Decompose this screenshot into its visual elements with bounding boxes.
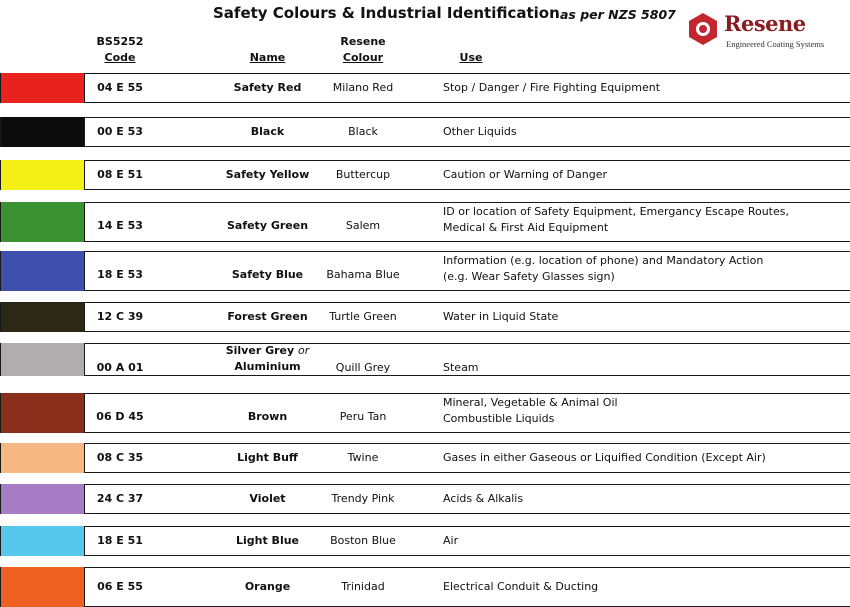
colour-swatch [0, 393, 85, 433]
row-top-rule [0, 393, 850, 394]
use-line: Gases in either Gaseous or Liquified Condition (Except Air) [443, 451, 766, 464]
colour-name: Light Buff [237, 451, 298, 464]
row-top-rule [0, 202, 850, 203]
table-row [0, 484, 850, 514]
resene-colour: Buttercup [335, 168, 391, 181]
use-description [443, 124, 517, 140]
table-row [0, 567, 850, 607]
resene-colour: Boston Blue [330, 534, 396, 547]
resene-colour: Peru Tan [339, 410, 387, 423]
use-description [443, 395, 618, 427]
row-top-rule [0, 73, 850, 74]
colour-swatch [0, 567, 85, 607]
use-line: Combustible Liquids [443, 412, 555, 425]
page-title: Safety Colours & Industrial Identification [213, 4, 560, 22]
table-row [0, 393, 850, 433]
column-header-code-top: BS5252 [96, 35, 144, 48]
colour-swatch [0, 484, 85, 514]
row-top-rule [0, 343, 850, 344]
colour-name [210, 343, 325, 375]
use-line: Steam [443, 361, 479, 374]
resene-colour: Turtle Green [329, 310, 397, 323]
colour-swatch [0, 117, 85, 147]
row-top-rule [0, 526, 850, 527]
colour-name: Safety Blue [231, 268, 304, 281]
table-row [0, 73, 850, 103]
column-header-use [456, 50, 486, 66]
column-header-name [210, 50, 325, 66]
bs5252-code: 06 D 45 [96, 410, 144, 423]
use-description [443, 253, 763, 285]
table-row [0, 302, 850, 332]
column-header-name-label: Name [249, 51, 286, 64]
colour-swatch [0, 343, 85, 376]
row-bottom-rule [0, 290, 850, 291]
colour-name-alternate: Aluminium [234, 360, 301, 373]
table-row [0, 117, 850, 147]
row-bottom-rule [0, 432, 850, 433]
row-bottom-rule [0, 472, 850, 473]
colour-name: Safety Green [226, 219, 309, 232]
row-top-rule [0, 251, 850, 252]
use-description [443, 204, 789, 236]
row-bottom-rule [0, 241, 850, 242]
table-row [0, 343, 850, 376]
colour-name: Forest Green [227, 310, 308, 323]
use-description [443, 533, 458, 549]
row-top-rule [0, 117, 850, 118]
column-header-colour-top: Resene [340, 35, 386, 48]
row-bottom-rule [0, 146, 850, 147]
colour-name: Safety Red [233, 81, 302, 94]
use-line: Air [443, 534, 459, 547]
colour-name-conjunction: or [298, 344, 310, 357]
table-row [0, 526, 850, 556]
resene-logo [686, 10, 846, 52]
resene-colour: Black [348, 125, 378, 138]
colour-swatch [0, 251, 85, 291]
row-bottom-rule [0, 102, 850, 103]
column-header-code [85, 34, 155, 66]
bs5252-code: 18 E 53 [97, 268, 143, 281]
colour-name: Light Blue [235, 534, 300, 547]
use-description [443, 579, 598, 595]
bs5252-code: 14 E 53 [97, 219, 143, 232]
row-top-rule [0, 567, 850, 568]
use-line: Acids & Alkalis [443, 492, 524, 505]
bs5252-code: 00 E 53 [97, 125, 143, 138]
use-line: Medical & First Aid Equipment [443, 221, 609, 234]
use-line: (e.g. Wear Safety Glasses sign) [443, 270, 615, 283]
use-line: Information (e.g. location of phone) and Mandatory Action [443, 254, 764, 267]
use-description [443, 450, 766, 466]
bs5252-code: 08 C 35 [96, 451, 144, 464]
bs5252-code: 08 E 51 [97, 168, 143, 181]
use-description [443, 167, 607, 183]
standard-reference: as per NZS 5807 [560, 7, 676, 22]
resene-colour: Milano Red [332, 81, 394, 94]
resene-colour: Twine [347, 451, 379, 464]
bs5252-code: 04 E 55 [97, 81, 143, 94]
use-description [443, 491, 523, 507]
use-description [443, 360, 479, 376]
colour-name-primary: Silver Grey [225, 344, 295, 357]
colour-swatch [0, 160, 85, 190]
row-bottom-rule [0, 331, 850, 332]
logo-tagline: Engineered Coating Systems [726, 39, 825, 49]
resene-colour: Bahama Blue [326, 268, 400, 281]
colour-name: Black [250, 125, 285, 138]
table-row [0, 202, 850, 242]
use-description [443, 80, 660, 96]
resene-nut-icon [686, 12, 720, 46]
column-header-code-label: Code [104, 51, 136, 64]
colour-swatch [0, 526, 85, 556]
use-line: ID or location of Safety Equipment, Emergancy Escape Routes, [443, 205, 789, 218]
use-line: Mineral, Vegetable & Animal Oil [443, 396, 618, 409]
bs5252-code: 24 C 37 [96, 492, 144, 505]
colour-name: Brown [247, 410, 288, 423]
resene-colour: Salem [345, 219, 381, 232]
table-row [0, 160, 850, 190]
use-line: Other Liquids [443, 125, 517, 138]
use-line: Electrical Conduit & Ducting [443, 580, 599, 593]
row-top-rule [0, 484, 850, 485]
bs5252-code: 12 C 39 [96, 310, 144, 323]
row-top-rule [0, 160, 850, 161]
colour-name: Violet [249, 492, 286, 505]
row-top-rule [0, 443, 850, 444]
bs5252-code: 00 A 01 [96, 361, 144, 374]
use-line: Caution or Warning of Danger [443, 168, 607, 181]
resene-colour: Quill Grey [335, 361, 391, 374]
column-header-colour-label: Colour [342, 51, 384, 64]
colour-name: Safety Yellow [225, 168, 310, 181]
resene-colour: Trendy Pink [331, 492, 395, 505]
table-row [0, 443, 850, 473]
colour-name: Orange [244, 580, 291, 593]
use-line: Water in Liquid State [443, 310, 559, 323]
use-line: Stop / Danger / Fire Fighting Equipment [443, 81, 661, 94]
row-bottom-rule [0, 555, 850, 556]
bs5252-code: 06 E 55 [97, 580, 143, 593]
colour-swatch [0, 202, 85, 242]
colour-swatch [0, 302, 85, 332]
use-description [443, 309, 558, 325]
logo-wordmark: Resene [724, 11, 806, 36]
colour-swatch [0, 73, 85, 103]
row-bottom-rule [0, 513, 850, 514]
resene-colour: Trinidad [341, 580, 385, 593]
colour-swatch [0, 443, 85, 473]
column-header-colour [318, 34, 408, 66]
row-top-rule [0, 302, 850, 303]
column-header-use-label: Use [459, 51, 483, 64]
bs5252-code: 18 E 51 [97, 534, 143, 547]
row-bottom-rule [0, 189, 850, 190]
table-row [0, 251, 850, 291]
